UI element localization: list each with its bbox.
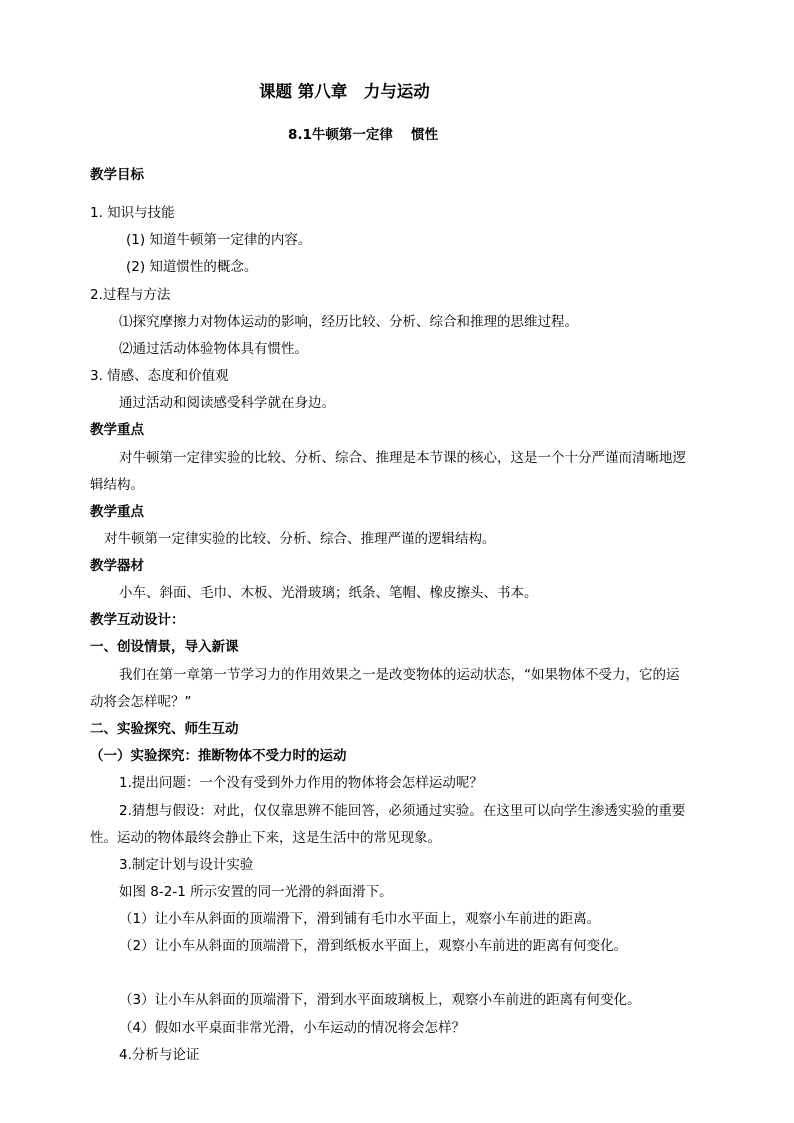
goals-item: (2) 知道惯性的概念。 bbox=[126, 259, 258, 275]
goals-item: ⑴探究摩擦力对物体运动的影响，经历比较、分析、综合和推理的思维过程。 bbox=[119, 314, 578, 330]
design-heading: 教学互动设计： bbox=[90, 612, 185, 628]
step-4: 4.分析与论证 bbox=[119, 1047, 200, 1063]
equipment-paragraph: 小车、斜面、毛巾、木板、光滑玻璃；纸条、笔帽、橡皮擦头、书本。 bbox=[119, 585, 538, 601]
part1-heading: 一、创设情景，导入新课 bbox=[90, 639, 239, 655]
step-3-item: （4）假如水平桌面非常光滑，小车运动的情况将会怎样？ bbox=[119, 1020, 466, 1036]
part1-paragraph: 我们在第一章第一节学习力的作用效果之一是改变物体的运动状态，“如果物体不受力，它的运 bbox=[119, 667, 680, 683]
step-3-item: （3）让小车从斜面的顶端滑下，滑到水平面玻璃板上，观察小车前进的距离有何变化。 bbox=[119, 992, 641, 1008]
part2-heading: 二、实验探究、师生互动 bbox=[90, 721, 239, 737]
step-2-cont: 性。运动的物体最终会静止下来，这是生活中的常见现象。 bbox=[90, 830, 441, 846]
key-paragraph: 对牛顿第一定律实验的比较、分析、综合、推理是本节课的核心，这是一个十分严谨而清晰地逻 bbox=[119, 450, 686, 466]
part1-paragraph: 动将会怎样呢？” bbox=[90, 694, 192, 710]
goals-heading: 教学目标 bbox=[90, 167, 144, 183]
goals-section-1: 1. 知识与技能 bbox=[90, 205, 175, 221]
step-3: 3.制定计划与设计实验 bbox=[119, 857, 254, 873]
goals-item: 通过活动和阅读感受科学就在身边。 bbox=[119, 395, 335, 411]
page-title: 课题 第八章 力与运动 bbox=[259, 82, 430, 101]
part2-subheading: （一）实验探究：推断物体不受力时的运动 bbox=[90, 748, 347, 764]
key2-heading: 教学重点 bbox=[90, 504, 144, 520]
goals-section-2: 2.过程与方法 bbox=[90, 287, 171, 303]
key-heading: 教学重点 bbox=[90, 422, 144, 438]
key-paragraph: 辑结构。 bbox=[90, 477, 144, 493]
step-1: 1.提出问题：一个没有受到外力作用的物体将会怎样运动呢？ bbox=[119, 775, 483, 791]
step-3-item: （1）让小车从斜面的顶端滑下，滑到铺有毛巾水平面上，观察小车前进的距离。 bbox=[119, 911, 601, 927]
equipment-heading: 教学器材 bbox=[90, 558, 144, 574]
step-3-paragraph: 如图 8-2-1 所示安置的同一光滑的斜面滑下。 bbox=[119, 884, 393, 900]
goals-section-3: 3. 情感、态度和价值观 bbox=[90, 368, 229, 384]
goals-item: ⑵通过活动体验物体具有惯性。 bbox=[119, 341, 308, 357]
step-2: 2.猜想与假设：对此，仅仅靠思辨不能回答，必须通过实验。在这里可以向学生渗透实验的重要 bbox=[119, 803, 686, 819]
step-3-item: （2）让小车从斜面的顶端滑下，滑到纸板水平面上，观察小车前进的距离有何变化。 bbox=[119, 938, 628, 954]
page-subtitle: 8.1牛顿第一定律 惯性 bbox=[288, 127, 439, 143]
key2-paragraph: 对牛顿第一定律实验的比较、分析、综合、推理严谨的逻辑结构。 bbox=[104, 531, 496, 547]
goals-item: (1) 知道牛顿第一定律的内容。 bbox=[126, 232, 312, 248]
